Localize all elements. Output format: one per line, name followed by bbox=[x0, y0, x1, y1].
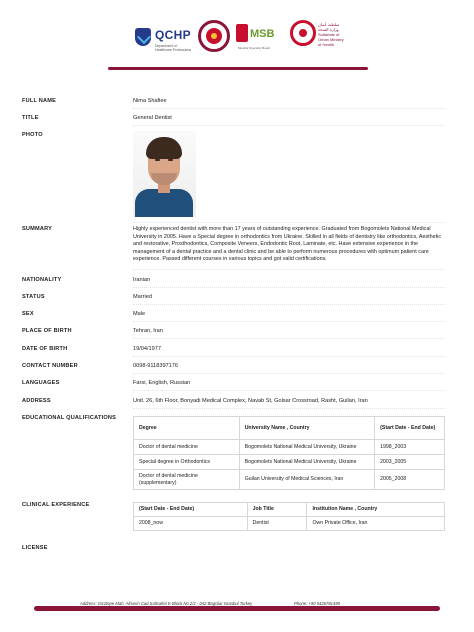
birth-place-value: Tehran, Iran bbox=[133, 328, 163, 334]
full-name-label: FULL NAME bbox=[22, 98, 57, 104]
row-divider bbox=[133, 321, 445, 322]
table-cell: Own Private Office, Iran bbox=[307, 517, 445, 531]
footer-address: Address: Gicztepe Mah. Altserin Cad.Saltsaltel K-Block No.2/2 - 042 Bagcilar Istanbul Turkey bbox=[80, 601, 253, 606]
education-label: EDUCATIONAL QUALIFICATIONS bbox=[22, 415, 117, 421]
clinical-header-institution: Institution Name , Country bbox=[307, 503, 445, 517]
oman-emblem-icon bbox=[290, 20, 316, 46]
license-label: LICENSE bbox=[22, 545, 48, 551]
table-cell: 2005_2008 bbox=[375, 470, 445, 490]
birth-date-label: DATE OF BIRTH bbox=[22, 346, 68, 352]
title-value: General Dentist bbox=[133, 115, 172, 121]
address-value: Unit. 26, 6th Floor, Bonyadi Medical Complex, Navab St, Golsar Crossroad, Rasht, Guilan, Iran bbox=[133, 398, 368, 404]
clinical-header-dates: (Start Date - End Date) bbox=[134, 503, 248, 517]
sex-value: Male bbox=[133, 311, 146, 317]
status-label: STATUS bbox=[22, 294, 45, 300]
row-divider bbox=[133, 356, 445, 357]
table-cell: 1998_2003 bbox=[375, 440, 445, 455]
summary-text: Highly experienced dentist with more than 17 years of outstanding experience. Graduated from Bogomolets National Medical University in 2005. Have a Special degree in orthodontics from Ukraine. Skilled in all fields of dentistry like orthodontics, Aesthetic and restorative, Prosthodontics, Composite Veneers, Endodontic Root, Laminate, etc. Have extensive experience in the management of a dental practice and a dental clinic and be able to perform numerous procedures with optimum patient care experience. Passed different courses in various topics and got valid certifications. bbox=[133, 226, 442, 263]
row-divider bbox=[133, 338, 445, 339]
status-value: Married bbox=[133, 294, 152, 300]
qchp-shield-icon bbox=[135, 28, 151, 46]
education-header-dates: (Start Date - End Date) bbox=[375, 417, 445, 440]
qchp-logo bbox=[135, 18, 193, 58]
summary-label: SUMMARY bbox=[22, 226, 53, 232]
education-header-university: University Name , Country bbox=[239, 417, 374, 440]
row-divider bbox=[133, 108, 445, 109]
nationality-label: NATIONALITY bbox=[22, 277, 62, 283]
birth-place-label: PLACE OF BIRTH bbox=[22, 328, 72, 334]
contact-label: CONTACT NUMBER bbox=[22, 363, 78, 369]
nationality-value: Iranian bbox=[133, 277, 151, 283]
row-divider bbox=[133, 269, 445, 270]
contact-value: 0098-9118397176 bbox=[133, 363, 179, 369]
table-row bbox=[134, 517, 445, 531]
table-row bbox=[134, 470, 445, 490]
msb-logo-subtext: Medical Specialty Board bbox=[238, 46, 271, 50]
clinical-label: CLINICAL EXPERIENCE bbox=[22, 502, 90, 508]
row-divider bbox=[133, 287, 445, 288]
education-header-degree: Degree bbox=[134, 417, 240, 440]
table-cell: Special degree in Orthodontics bbox=[134, 455, 240, 470]
clinical-table bbox=[133, 502, 445, 531]
table-cell: Bogomolets National Medical University, Ukraine bbox=[239, 440, 374, 455]
clinical-header-job-title: Job Title bbox=[247, 503, 307, 517]
row-divider bbox=[133, 222, 445, 223]
row-divider bbox=[133, 373, 445, 374]
languages-value: Farsi, English, Russian bbox=[133, 380, 191, 386]
qchp-logo-subtext: Department of Healthcare Professions bbox=[155, 44, 192, 52]
table-cell: Guilan University of Medical Sciences, Iran bbox=[239, 470, 374, 490]
table-cell: Dentist bbox=[247, 517, 307, 531]
table-row bbox=[134, 440, 445, 455]
footer-phone: Phone: +90 5426781490 bbox=[294, 601, 340, 606]
msb-mark-icon bbox=[236, 24, 248, 42]
table-cell: 2008_now bbox=[134, 517, 248, 531]
moph-emblem-icon bbox=[198, 20, 230, 52]
table-cell: Doctor of dental medicine bbox=[134, 440, 240, 455]
photo-label: PHOTO bbox=[22, 132, 43, 138]
footer-divider bbox=[34, 606, 440, 611]
oman-logo-arabic: سلطنة عُمان وزارة الصحة bbox=[318, 22, 340, 32]
row-divider bbox=[133, 304, 445, 305]
birth-date-value: 19/04/1977 bbox=[133, 346, 161, 352]
header-divider bbox=[108, 67, 368, 70]
table-cell: Bogomolets National Medical University, Ukraine bbox=[239, 455, 374, 470]
table-header-row bbox=[134, 417, 445, 440]
table-header-row bbox=[134, 503, 445, 517]
oman-logo-text bbox=[318, 22, 348, 47]
moph-logo bbox=[198, 18, 230, 58]
qchp-logo-text: QCHP bbox=[155, 28, 191, 42]
msb-logo bbox=[236, 18, 286, 58]
address-label: ADDRESS bbox=[22, 398, 51, 404]
languages-label: LANGUAGES bbox=[22, 380, 60, 386]
msb-logo-text: MSB bbox=[250, 28, 275, 40]
row-divider bbox=[133, 390, 445, 391]
oman-logo-english: Sultanate of Oman Ministry of Health bbox=[318, 32, 344, 47]
title-label: TITLE bbox=[22, 115, 39, 121]
sex-label: SEX bbox=[22, 311, 34, 317]
table-row bbox=[134, 455, 445, 470]
header-logos bbox=[0, 18, 474, 64]
table-cell: Doctor of dental medicine (supplementary) bbox=[134, 470, 240, 490]
oman-moh-logo bbox=[290, 18, 350, 58]
row-divider bbox=[133, 408, 445, 409]
education-table bbox=[133, 416, 445, 490]
row-divider bbox=[133, 125, 445, 126]
full-name-value: Nima Shafiee bbox=[133, 98, 167, 104]
profile-photo bbox=[133, 131, 196, 217]
table-cell: 2003_2005 bbox=[375, 455, 445, 470]
